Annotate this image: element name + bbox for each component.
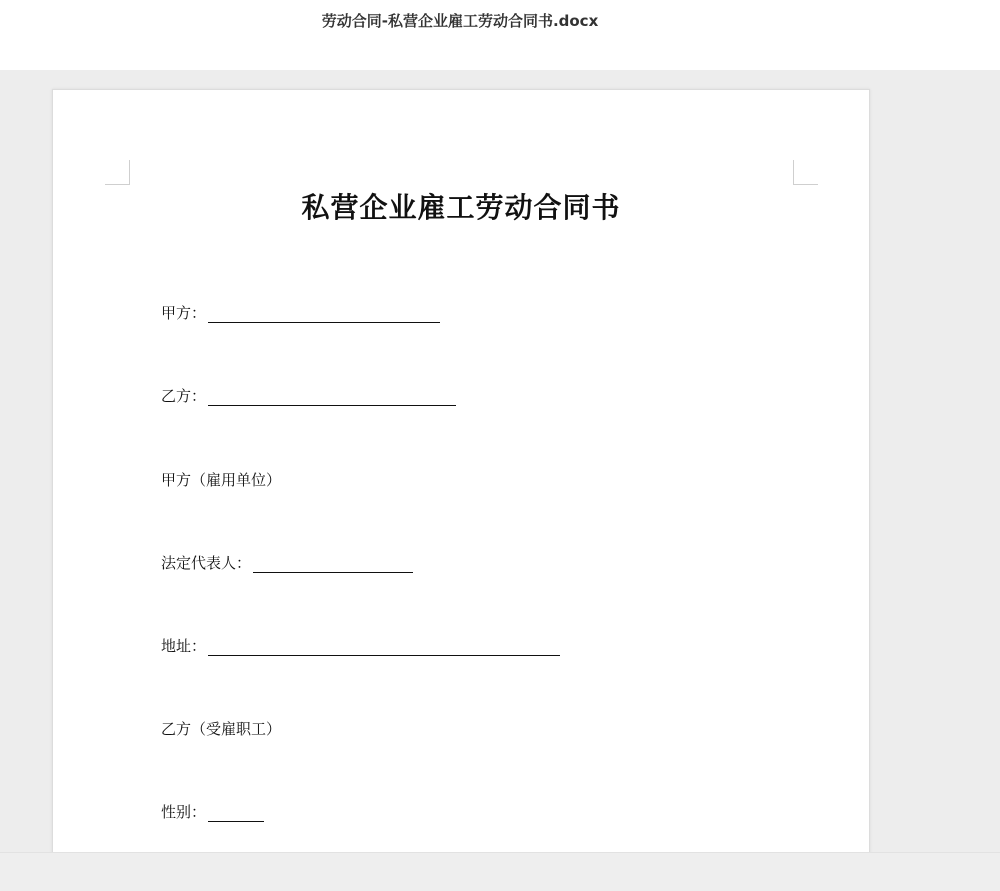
status-bar — [0, 852, 1000, 891]
address-label: 地址： — [161, 637, 207, 655]
document-file-name: 劳动合同-私营企业雇工劳动合同书.docx — [321, 12, 599, 30]
employee-label: 乙方（受雇职工） — [161, 720, 282, 738]
employer-label: 甲方（雇用单位） — [161, 471, 282, 489]
gender-line — [161, 801, 264, 822]
margin-corner-top-right — [793, 160, 818, 185]
party-b-blank — [208, 389, 456, 406]
legal-rep-line — [161, 552, 413, 573]
party-a-blank — [208, 306, 440, 323]
margin-corner-top-left — [105, 160, 130, 185]
document-page[interactable] — [52, 89, 870, 852]
address-blank — [208, 639, 560, 656]
address-line — [161, 635, 560, 656]
gender-blank — [208, 805, 264, 822]
document-viewer[interactable] — [0, 70, 1000, 852]
gender-label: 性别： — [161, 803, 207, 821]
legal-rep-label: 法定代表人： — [161, 554, 252, 572]
party-b-label: 乙方： — [161, 387, 207, 405]
document-heading: 私营企业雇工劳动合同书 — [301, 191, 621, 224]
title-bar — [0, 0, 1000, 70]
employer-line — [161, 469, 281, 490]
party-a-line — [161, 302, 440, 323]
party-a-label: 甲方： — [161, 304, 207, 322]
employee-line — [161, 718, 281, 739]
legal-rep-blank — [253, 556, 413, 573]
party-b-line — [161, 385, 456, 406]
